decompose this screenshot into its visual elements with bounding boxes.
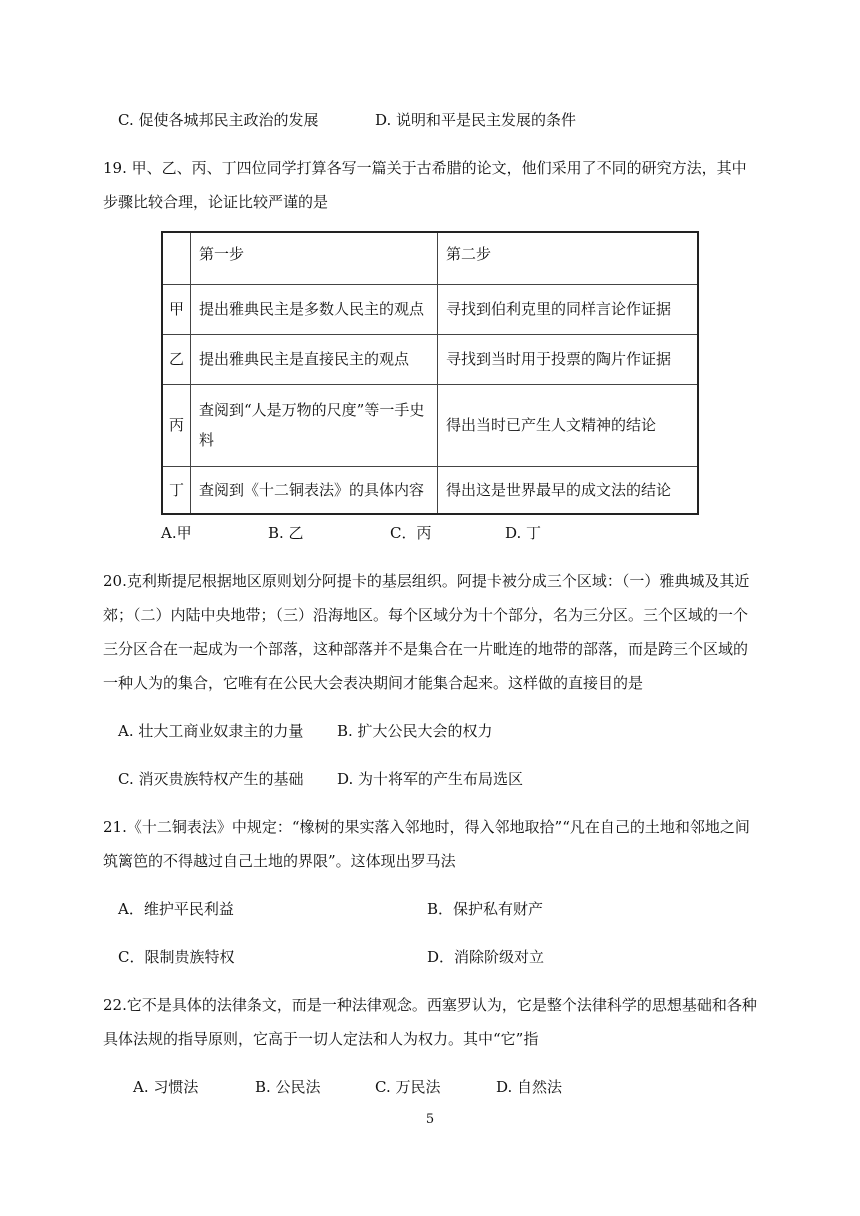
table-header-cell	[162, 232, 191, 284]
q19-option-a: A.甲	[161, 524, 192, 542]
q22-option-c: C. 万民法	[375, 1078, 441, 1096]
table-row	[162, 284, 698, 334]
q19-stem-line-2: 步骤比较合理，论证比较严谨的是	[103, 193, 329, 211]
q20-stem-line-1: 20.克利斯提尼根据地区原则划分阿提卡的基层组织。阿提卡被分成三个区域：（一）雅典城及其近	[103, 572, 750, 590]
q18-option-c: C. 促使各城邦民主政治的发展	[118, 111, 319, 129]
table-row	[162, 466, 698, 514]
q20-stem-line-4: 一种人为的集合，它唯有在公民大会表决期间才能集合起来。这样做的直接目的是	[103, 674, 644, 692]
q21-option-d: D．消除阶级对立	[427, 948, 545, 966]
q21-stem-line-1: 21.《十二铜表法》中规定：“橡树的果实落入邻地时，得入邻地取拾”“凡在自己的土地和邻地之间	[103, 818, 750, 836]
q22-option-a: A. 习惯法	[133, 1078, 199, 1096]
q18-option-d: D. 说明和平是民主发展的条件	[375, 111, 577, 129]
row-label: 丙	[162, 384, 191, 466]
row-step1: 查阅到“人是万物的尺度”等一手史料	[191, 384, 438, 466]
q22-option-d: D. 自然法	[496, 1078, 563, 1096]
q22-option-b: B. 公民法	[255, 1078, 321, 1096]
table-row	[162, 384, 698, 466]
q19-option-b: B. 乙	[268, 524, 304, 542]
q19-option-c: C．丙	[390, 524, 432, 542]
q20-stem-line-2: 郊；（二）内陆中央地带；（三）沿海地区。每个区域分为十个部分，名为三分区。三个区域的一个	[103, 606, 749, 624]
row-label: 丁	[162, 466, 191, 514]
row-step1: 提出雅典民主是直接民主的观点	[191, 334, 438, 384]
page-number: 5	[425, 1112, 435, 1127]
row-step2: 寻找到伯利克里的同样言论作证据	[438, 284, 698, 334]
q21-option-c: C．限制贵族特权	[118, 948, 235, 966]
q22-stem-line-2: 具体法规的指导原则，它高于一切人定法和人为权力。其中“它”指	[103, 1030, 539, 1048]
q20-option-a: A. 壮大工商业奴隶主的力量	[118, 722, 304, 740]
q20-stem-line-3: 三分区合在一起成为一个部落，这种部落并不是集合在一片毗连的地带的部落，而是跨三个区域的	[103, 640, 749, 658]
q20-option-c: C. 消灭贵族特权产生的基础	[118, 770, 304, 788]
q21-option-b: B．保护私有财产	[427, 900, 544, 918]
q19-table	[161, 231, 699, 515]
q20-option-b: B. 扩大公民大会的权力	[337, 722, 493, 740]
q21-option-a: A．维护平民利益	[118, 900, 234, 918]
row-step1: 提出雅典民主是多数人民主的观点	[191, 284, 438, 334]
row-label: 乙	[162, 334, 191, 384]
table-row	[162, 334, 698, 384]
q22-stem-line-1: 22.它不是具体的法律条文，而是一种法律观念。西塞罗认为，它是整个法律科学的思想基础和各种	[103, 996, 757, 1014]
q20-option-d: D. 为十将军的产生布局选区	[337, 770, 524, 788]
row-step2: 得出这是世界最早的成文法的结论	[438, 466, 698, 514]
table-header-row	[162, 232, 698, 284]
table-header-step2: 第二步	[438, 232, 698, 284]
row-step2: 得出当时已产生人文精神的结论	[438, 384, 698, 466]
table-header-step1: 第一步	[191, 232, 438, 284]
q21-stem-line-2: 筑篱笆的不得越过自己土地的界限”。这体现出罗马法	[103, 852, 456, 870]
row-step1: 查阅到《十二铜表法》的具体内容	[191, 466, 438, 514]
row-step2: 寻找到当时用于投票的陶片作证据	[438, 334, 698, 384]
q19-option-d: D. 丁	[505, 524, 542, 542]
q19-stem-line-1: 19. 甲、乙、丙、丁四位同学打算各写一篇关于古希腊的论文，他们采用了不同的研究方法，其中	[103, 159, 747, 177]
row-label: 甲	[162, 284, 191, 334]
